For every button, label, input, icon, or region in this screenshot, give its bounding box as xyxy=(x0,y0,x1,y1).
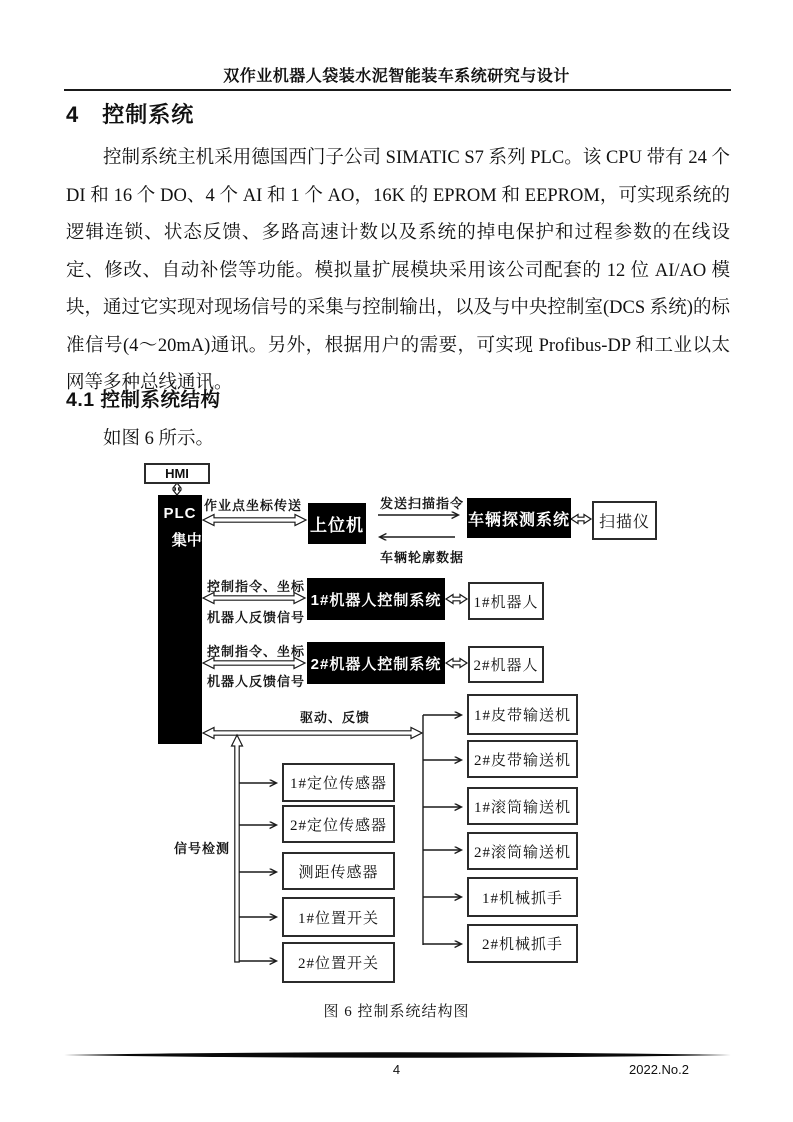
arrow-vehicle-scanner xyxy=(571,515,591,524)
node-vehicle-detection-label: 车辆探测系统 xyxy=(467,511,570,529)
node-limit-switch1 xyxy=(282,897,395,937)
node-roller-conveyor1-label: 1#滚筒输送机 xyxy=(473,799,571,816)
node-mech-gripper1 xyxy=(467,877,578,917)
node-mech-gripper2-label: 2#机械抓手 xyxy=(481,937,563,953)
figure-caption: 图 6 控制系统结构图 xyxy=(323,1004,470,1020)
node-hmi xyxy=(144,463,210,484)
figure-intro-text: 如图 6 所示。 xyxy=(103,429,215,449)
issue-number: 2022.No.2 xyxy=(629,1062,689,1077)
node-mech-gripper1-label: 1#机械抓手 xyxy=(481,890,563,907)
node-roller-conveyor2 xyxy=(467,832,578,870)
node-limit-switch1-label: 1#位置开关 xyxy=(297,910,379,927)
node-belt-conveyor1 xyxy=(467,694,578,735)
node-robot2-control-label: 2#机器人控制系统 xyxy=(310,655,442,673)
node-roller-conveyor2-label: 2#滚筒输送机 xyxy=(473,844,571,861)
plc-title: PLC xyxy=(163,505,197,522)
node-positioning-sensor1-label: 1#定位传感器 xyxy=(289,776,387,792)
running-head-title: 双作业机器人袋装水泥智能装车系统研究与设计 xyxy=(223,68,570,85)
body-paragraph: 控制系统主机采用德国西门子公司 SIMATIC S7 系列 PLC。该 CPU 带有 24 个 DI 和 16 个 DO、4 个 AI 和 1 个 AO，16K 的 EPROM 和 EEPROM，可实现系统的逻辑连锁、状态反馈、多路高速计数以及系统的掉电保护和过程参数的在线设定、修改、自动补偿等功能。模拟量扩展模块采用该公司配套的 12 位 AI/AO 模块，通过它实现对现场信号的采集与控制输出，以及与中央控制室(DCS 系统)的标准信号(4～20mA)通讯。另外，根据用户的需要，可实现 Profibus-DP 和工业以太网等多种总线通讯。 xyxy=(66,148,730,393)
node-host-label: 上位机 xyxy=(310,516,364,535)
node-range-sensor xyxy=(282,852,395,890)
node-robot1 xyxy=(468,582,544,620)
node-robot1-control-label: 1#机器人控制系统 xyxy=(310,591,442,609)
node-belt-conveyor2-label: 2#皮带输送机 xyxy=(473,752,571,769)
arrow-robot1ctrl-robot1 xyxy=(446,595,467,604)
node-roller-conveyor1 xyxy=(467,787,578,825)
edge-label-vehicle-profile-data: 车辆轮廓数据 xyxy=(380,550,465,565)
edge-label-robot-feedback-2: 机器人反馈信号 xyxy=(207,674,306,689)
footer-rule xyxy=(64,1051,731,1061)
signal-detection-trunk-arrow xyxy=(232,735,243,962)
edge-label-ctrl-cmd-coord-1: 控制指令、坐标 xyxy=(207,579,306,594)
plc-vertical-label: 集中控制系统 xyxy=(171,532,262,549)
node-limit-switch2 xyxy=(282,942,395,983)
node-scanner xyxy=(592,501,657,540)
page-number: 4 xyxy=(392,1062,401,1077)
node-host-computer xyxy=(308,503,366,544)
edge-label-ctrl-cmd-coord-2: 控制指令、坐标 xyxy=(207,644,306,659)
arrow-hmi-plc xyxy=(173,483,181,495)
subsection-heading: 4.1 控制系统结构 xyxy=(66,389,221,411)
control-system-structure-diagram xyxy=(140,458,670,993)
section-heading: 4 控制系统 xyxy=(66,102,195,127)
node-range-sensor-label: 测距传感器 xyxy=(298,864,379,881)
node-belt-conveyor2 xyxy=(467,740,578,778)
node-belt-conveyor1-label: 1#皮带输送机 xyxy=(473,708,571,724)
edge-label-send-scan-cmd: 发送扫描指令 xyxy=(380,496,465,511)
arrow-plc-host xyxy=(203,515,306,526)
node-mech-gripper2 xyxy=(467,924,578,963)
node-robot1-label: 1#机器人 xyxy=(473,594,539,611)
node-hmi-label: HMI xyxy=(165,466,189,481)
arrow-robot2ctrl-robot2 xyxy=(446,659,467,668)
node-positioning-sensor2-label: 2#定位传感器 xyxy=(289,817,387,834)
edge-label-drive-feedback: 驱动、反馈 xyxy=(300,710,371,725)
node-positioning-sensor2 xyxy=(282,805,395,843)
header-rule xyxy=(64,89,731,91)
node-robot1-control xyxy=(307,578,445,620)
edge-label-robot-feedback-1: 机器人反馈信号 xyxy=(207,610,306,625)
node-positioning-sensor1 xyxy=(282,763,395,802)
node-vehicle-detection xyxy=(467,498,571,538)
node-limit-switch2-label: 2#位置开关 xyxy=(297,956,379,972)
node-robot2-label: 2#机器人 xyxy=(473,658,539,674)
edge-label-signal-detection: 信号检测 xyxy=(174,841,231,856)
node-robot2-control xyxy=(307,642,445,684)
node-robot2 xyxy=(468,646,544,683)
edge-label-work-point-transfer: 作业点坐标传送 xyxy=(204,498,303,513)
node-scanner-label: 扫描仪 xyxy=(598,514,650,531)
